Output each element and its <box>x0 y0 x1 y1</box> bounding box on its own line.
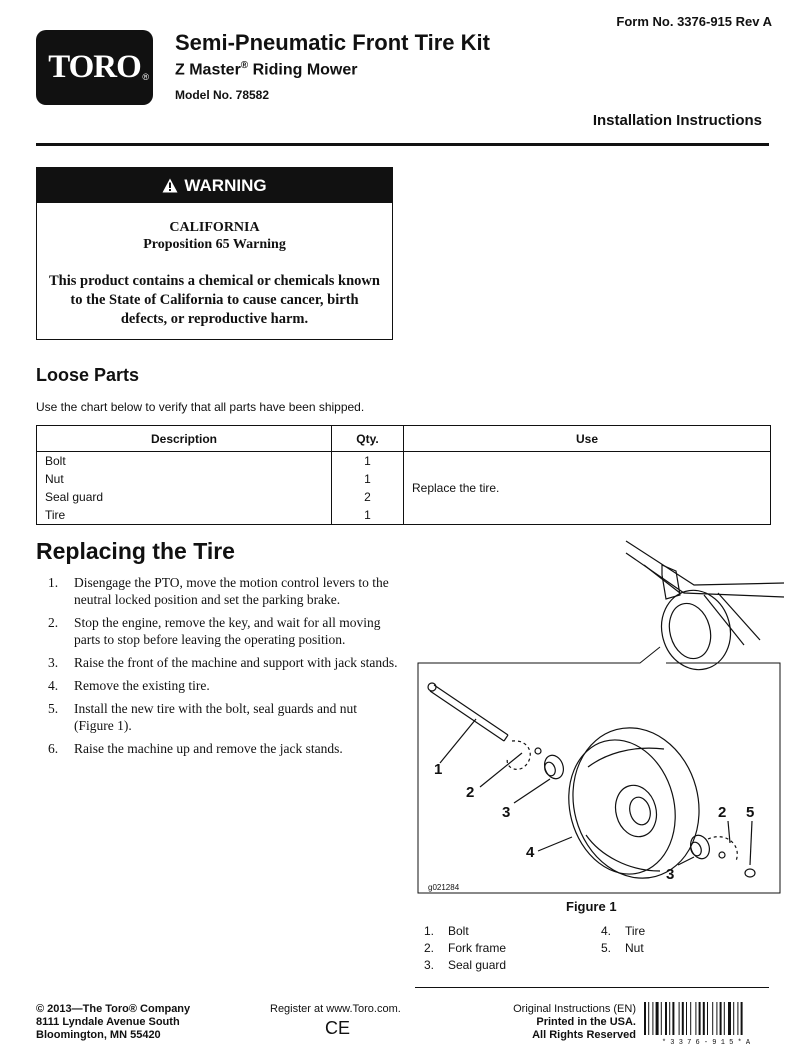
warning-box <box>36 167 393 340</box>
callout-label: 1 <box>434 761 443 778</box>
subtitle-brand: Z Master <box>175 61 241 79</box>
footer-address-line1: 8111 Lyndale Avenue South <box>36 1016 180 1028</box>
footer-company <box>36 1003 190 1042</box>
bolt-head <box>428 683 436 691</box>
callout-label: 3 <box>502 804 511 821</box>
legend-label: Seal guard <box>448 958 507 972</box>
document-title: Semi-Pneumatic Front Tire Kit <box>175 30 490 55</box>
barcode-bar <box>712 1002 713 1035</box>
footer-printed: Printed in the USA. <box>536 1016 636 1028</box>
step-number: 4. <box>48 678 59 693</box>
barcode-bar <box>720 1002 722 1035</box>
step-item <box>44 614 399 648</box>
step-item <box>44 574 399 608</box>
mower-frame-inset <box>626 541 784 585</box>
part-use: Replace the tire. <box>404 452 771 525</box>
part-qty: 1 <box>332 506 404 525</box>
table-row <box>37 452 771 471</box>
callout-label: 2 <box>466 784 475 801</box>
barcode-bar <box>682 1002 684 1035</box>
barcode-bar <box>665 1002 667 1035</box>
barcode-bar <box>703 1002 705 1035</box>
barcode-bar <box>724 1002 725 1035</box>
footer-rights: All Rights Reserved <box>532 1029 636 1041</box>
step-item <box>44 700 399 734</box>
document-subtitle <box>175 60 358 79</box>
barcode-bar <box>690 1002 691 1035</box>
callout-label: 2 <box>718 804 727 821</box>
legend-number: 1. <box>424 924 435 938</box>
legend-number: 5. <box>601 941 612 955</box>
step-item <box>44 677 399 694</box>
barcode-bar <box>686 1002 687 1035</box>
replacing-heading: Replacing the Tire <box>36 538 235 564</box>
legend-number: 3. <box>424 958 435 972</box>
part-qty: 2 <box>332 488 404 506</box>
legend-item <box>424 924 469 938</box>
legend-number: 4. <box>601 924 612 938</box>
tire-outer <box>556 714 715 893</box>
step-text: Raise the machine up and remove the jack stands. <box>74 741 343 756</box>
tire-hub <box>610 781 662 842</box>
barcode-bar <box>672 1002 674 1035</box>
legend-item <box>601 924 645 938</box>
footer-legal <box>513 1003 636 1042</box>
barcode-bar <box>679 1002 680 1035</box>
step-number: 1. <box>48 575 59 590</box>
subtitle-rest: Riding Mower <box>248 61 358 79</box>
table-header-row <box>37 426 771 452</box>
bolt-shaft <box>430 685 508 741</box>
step-text: Disengage the PTO, move the motion control levers to the neutral locked position and set the parking brake. <box>74 575 389 607</box>
barcode-bar <box>652 1002 653 1035</box>
barcode-bar <box>695 1002 696 1035</box>
warning-proposition: Proposition 65 Warning <box>143 237 286 252</box>
warning-text: This product contains a chemical or chemicals known to the State of California to cause cancer, birth defects, or reproductive harm. <box>49 273 380 327</box>
step-text: Remove the existing tire. <box>74 678 210 693</box>
barcode-bar <box>699 1002 701 1035</box>
step-text: Stop the engine, remove the key, and wait for all moving parts to stop before leaving the operating position. <box>74 615 381 647</box>
legend-label: Fork frame <box>448 941 507 955</box>
header-rule <box>36 143 769 146</box>
subtitle-registered-mark: ® <box>240 60 249 71</box>
step-item <box>44 740 399 757</box>
loose-parts-table <box>36 425 771 525</box>
inset-pointer <box>418 647 780 893</box>
warning-triangle-icon <box>162 178 178 193</box>
figure-code: g021284 <box>428 883 460 892</box>
column-header-qty: Qty. <box>332 426 404 452</box>
barcode <box>643 1002 769 1046</box>
footer-copyright: © 2013—The Toro® Company <box>36 1003 191 1015</box>
step-number: 3. <box>48 655 59 670</box>
legend-item <box>424 941 506 955</box>
barcode-bar <box>648 1002 649 1035</box>
part-description: Bolt <box>37 452 332 471</box>
nut <box>745 869 755 877</box>
step-number: 6. <box>48 741 59 756</box>
barcode-bar <box>728 1002 731 1035</box>
barcode-bar <box>733 1002 734 1035</box>
part-qty: 1 <box>332 470 404 488</box>
barcode-bar <box>644 1002 646 1035</box>
footer-address-line2: Bloomington, MN 55420 <box>36 1029 161 1041</box>
barcode-bar <box>656 1002 659 1035</box>
logo-text: TORO <box>48 49 141 85</box>
part-description: Nut <box>37 470 332 488</box>
model-number: Model No. 78582 <box>175 88 270 102</box>
callout-label: 3 <box>666 866 675 883</box>
figure-1-illustration <box>404 535 784 895</box>
figure-caption: Figure 1 <box>566 899 617 914</box>
legend-label: Nut <box>625 941 644 955</box>
ce-mark: CE <box>325 1018 351 1038</box>
logo-registered-mark: ® <box>142 72 149 82</box>
column-header-description: Description <box>37 426 332 452</box>
footer-rule <box>415 987 769 988</box>
legend-item <box>424 958 506 972</box>
barcode-bar <box>716 1002 717 1035</box>
barcode-bar <box>707 1002 708 1035</box>
barcode-bars <box>644 1002 743 1035</box>
step-item <box>44 654 399 671</box>
warning-california: CALIFORNIA <box>169 220 260 235</box>
callout-label: 5 <box>746 804 755 821</box>
loose-parts-intro: Use the chart below to verify that all parts have been shipped. <box>36 400 365 414</box>
column-header-use: Use <box>404 426 771 452</box>
legend-label: Tire <box>625 924 646 938</box>
footer-original: Original Instructions (EN) <box>513 1003 636 1015</box>
legend-label: Bolt <box>448 924 469 938</box>
warning-heading: WARNING <box>184 175 267 195</box>
legend-number: 2. <box>424 941 435 955</box>
step-text: Install the new tire with the bolt, seal guards and nut (Figure 1). <box>74 701 358 733</box>
part-description: Seal guard <box>37 488 332 506</box>
loose-parts-heading: Loose Parts <box>36 365 140 385</box>
steps-list <box>44 574 399 763</box>
toro-logo <box>36 30 153 105</box>
part-description: Tire <box>37 506 332 525</box>
barcode-bar <box>669 1002 670 1035</box>
installation-instructions-heading: Installation Instructions <box>592 112 762 129</box>
step-number: 2. <box>48 615 59 630</box>
step-text: Raise the front of the machine and support with jack stands. <box>74 655 398 670</box>
part-qty: 1 <box>332 452 404 471</box>
barcode-bar <box>737 1002 738 1035</box>
footer-register: Register at www.Toro.com. <box>270 1003 401 1015</box>
step-number: 5. <box>48 701 59 716</box>
form-number: Form No. 3376-915 Rev A <box>616 14 772 29</box>
legend-item <box>601 941 644 955</box>
warning-header <box>37 168 392 203</box>
barcode-text: * 3 3 7 6 - 9 1 5 * A <box>661 1039 751 1046</box>
barcode-bar <box>661 1002 662 1035</box>
barcode-bar <box>741 1002 743 1035</box>
callout-label: 4 <box>526 844 535 861</box>
